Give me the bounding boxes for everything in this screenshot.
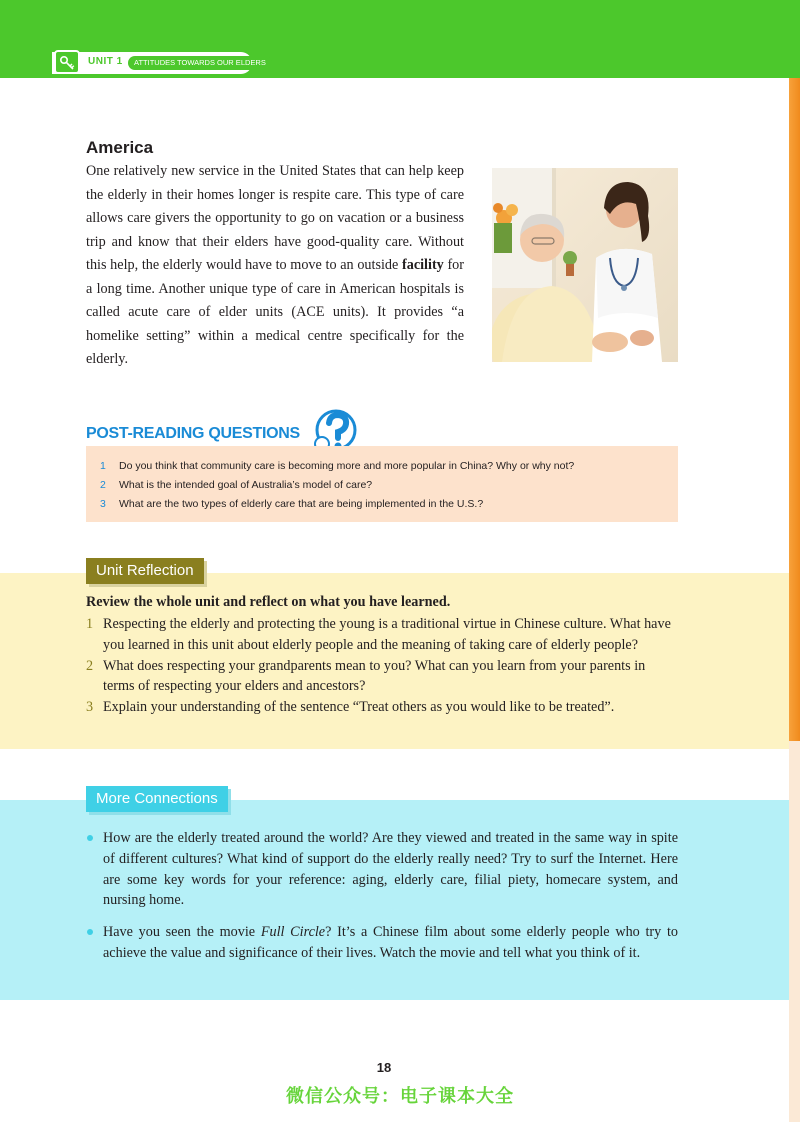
question-item [100, 479, 372, 491]
movie-title: Full Circle [260, 924, 326, 941]
item-text: How are the elderly treated around the world? Are they viewed and treated in the same way in spite of different cultures? What kind of support do the elderly really need? Try to surf the Internet. Here are some key words for your reference: aging, elderly care, filial piety, homecare system, and nursing home. [103, 830, 678, 909]
page-number: 18 [376, 1060, 392, 1075]
more-connections-tag: More Connections [86, 786, 228, 812]
elderly-care-photo [492, 168, 678, 362]
question-item [100, 498, 483, 510]
question-text: What are the two types of elderly care that are being implemented in the U.S.? [119, 498, 484, 510]
paragraph-text: One relatively new service in the United States that can help keep the elderly in their homes longer is respite care. This type of care allows care givers the opportunity to go on vacation or a business trip and know that their elders have good-quality care. Without this help, the elderly would have to move to an outside [86, 163, 464, 273]
item-number: 3 [86, 699, 94, 716]
bullet-icon [87, 929, 93, 935]
unit-reflection-tag: Unit Reflection [86, 558, 204, 584]
bold-term: facility [402, 257, 444, 273]
reflection-list [86, 614, 678, 718]
question-text: Do you think that community care is becoming more and more popular in China? Why or why not? [119, 460, 575, 472]
question-number: 3 [100, 498, 106, 510]
post-reading-title: POST-READING QUESTIONS [86, 425, 300, 442]
list-item [86, 614, 678, 656]
america-paragraph [86, 160, 464, 372]
page-edge-stripe-light [789, 741, 800, 1122]
paragraph-text: for a long time. Another unique type of care in American hospitals is called acute care of elder units (ACE units). It provides “a homelike setting” within a medical centre specifically for the elderly. [86, 257, 464, 367]
question-number: 1 [100, 460, 106, 472]
list-item [86, 828, 678, 911]
unit-number: UNIT 1 [88, 56, 123, 67]
list-item [86, 656, 678, 698]
question-number: 2 [100, 479, 106, 491]
list-item [86, 697, 678, 718]
list-item [86, 922, 678, 964]
reflection-lead: Review the whole unit and reflect on what you have learned. [86, 594, 451, 610]
watermark: 微信公众号：电子课本大全 [286, 1086, 514, 1107]
item-number: 1 [86, 616, 94, 632]
post-reading-questions [86, 446, 678, 522]
item-text: What does respecting your grandparents mean to you? What can you learn from your parents in terms of respecting your elders and ancestors? [103, 657, 646, 695]
item-text: Respecting the elderly and protecting the young is a traditional virtue in Chinese culture. What have you learned in this unit about elderly people and the meaning of taking care of elderly people? [103, 616, 671, 653]
unit-title: ATTITUDES TOWARDS OUR ELDERS [128, 56, 272, 70]
question-text: What is the intended goal of Australia’s model of care? [119, 479, 373, 491]
item-text: Have you seen the movie [103, 924, 261, 941]
item-text: ? It’s a Chinese film about some elderly people who try to achieve the value and significance of their lives. Watch the movie and tell what you think of it. [103, 924, 678, 961]
connections-list [86, 828, 678, 964]
question-item [100, 460, 574, 472]
section-heading: America [86, 138, 154, 157]
item-number: 2 [86, 657, 94, 674]
item-text: Explain your understanding of the sentence “Treat others as you would like to be treated”. [103, 699, 615, 716]
bullet-icon [87, 835, 93, 841]
page-edge-stripe [789, 78, 800, 741]
key-icon [54, 50, 80, 74]
